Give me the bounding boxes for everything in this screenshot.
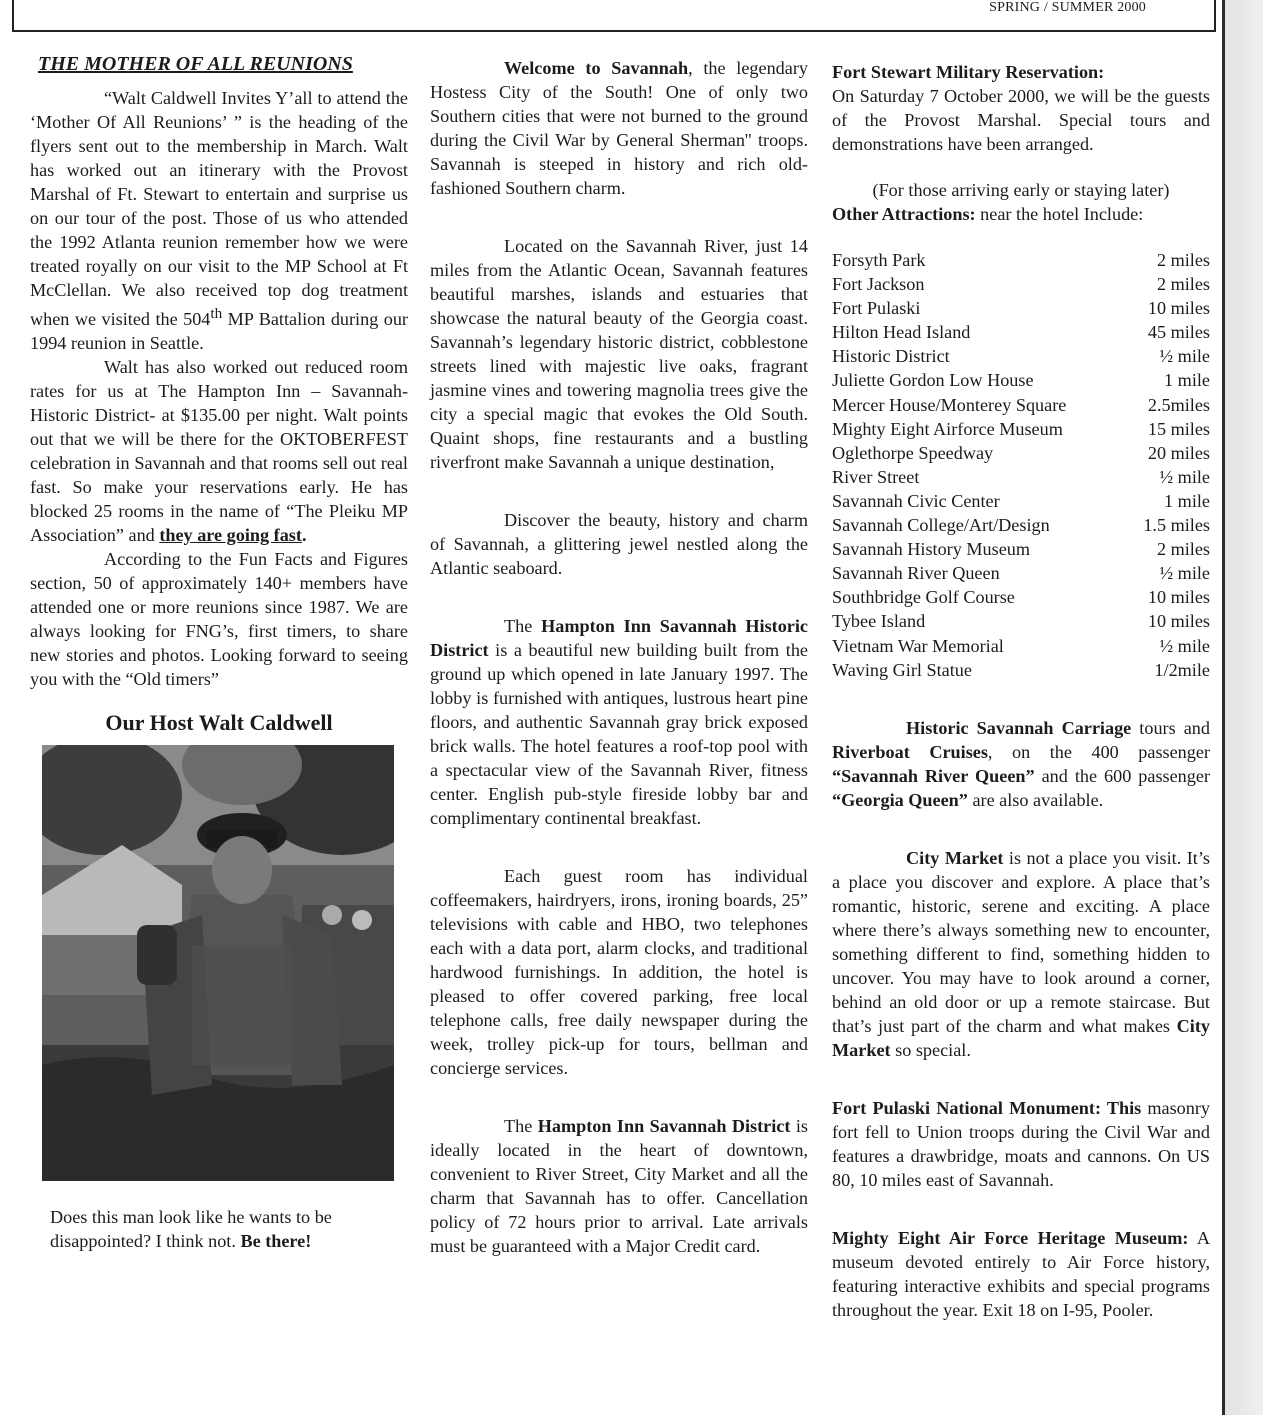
emphasis-text: Riverboat Cruises bbox=[832, 741, 988, 762]
emphasis-text: City Market bbox=[906, 847, 1004, 868]
emphasis-text: “Georgia Queen” bbox=[832, 789, 968, 810]
attraction-name: Mighty Eight Airforce Museum bbox=[832, 418, 1063, 439]
section-title: Fort Stewart Military Reservation: bbox=[832, 62, 1105, 82]
paragraph-text: masonry fort fell to Union troops during the Civil War and features a drawbridge, moats and cannons. On US 80, 10 miles east of Savannah. bbox=[832, 1097, 1210, 1190]
attraction-distance: 20 miles bbox=[1147, 442, 1210, 463]
emphasis-text: City Market bbox=[832, 1015, 1210, 1060]
paragraph-text: is a beautiful new building built from the ground up which opened in late January 1997. The lobby is furnished with antiques, lustrous heart pine floors, and authentic Savannah gray brick exposed brick walls. The hotel features a roof-top pool with a spectacular view of the Savannah River, fitness center. English pub-style fireside lobby bar and complimentary continental breakfast. bbox=[430, 640, 808, 828]
paragraph-text: . bbox=[301, 525, 307, 546]
host-photo bbox=[42, 745, 394, 1181]
attraction-name: Hilton Head Island bbox=[832, 322, 971, 343]
fort-pulaski-paragraph bbox=[832, 1096, 1210, 1192]
attraction-row bbox=[832, 296, 1210, 320]
attraction-distance: ½ mile bbox=[1159, 466, 1210, 487]
attraction-distance: 2 miles bbox=[1156, 274, 1210, 295]
page-gutter bbox=[1222, 0, 1263, 1415]
other-attractions-heading bbox=[832, 202, 1210, 226]
attraction-row bbox=[832, 609, 1210, 633]
hotel-name: Hampton Inn Savannah Historic District bbox=[430, 616, 808, 660]
section-title: Fort Pulaski National Monument: This bbox=[832, 1097, 1142, 1118]
paragraph-text: The bbox=[504, 1116, 538, 1136]
paragraph bbox=[30, 355, 408, 547]
attraction-distance: 1.5 miles bbox=[1143, 515, 1210, 536]
attraction-name: Fort Jackson bbox=[832, 274, 925, 295]
paragraph bbox=[430, 1114, 808, 1258]
attraction-name: River Street bbox=[832, 466, 920, 487]
attractions-list bbox=[832, 248, 1210, 682]
attraction-distance: 1 mile bbox=[1164, 490, 1210, 511]
paragraph-text: , the legendary Hostess City of the South! One of only two Southern cities that were not burned to the ground during the Civil War by General Sherman'' troops. Savannah is steeped in history and rich old-fashioned Southern charm. bbox=[430, 58, 808, 198]
paragraph-text: and the 600 passenger bbox=[1034, 765, 1210, 786]
paragraph-text: Walt has also worked out reduced room rates for us at The Hampton Inn – Savannah- Historic District- at $135.00 per night. Walt points out that we will be there for the OKTOBERFEST celebration in Savannah and that rooms sell out real fast. So make your reservations early. He has blocked 25 rooms in the name of “The Pleiku MP Association” and bbox=[30, 357, 408, 546]
early-arrival-note: (For those arriving early or staying later) bbox=[872, 180, 1170, 200]
section-title: Mighty Eight Air Force Heritage Museum: bbox=[832, 1227, 1189, 1248]
mighty-eight-paragraph bbox=[832, 1226, 1210, 1322]
attraction-name: Mercer House/Monterey Square bbox=[832, 394, 1067, 415]
attraction-distance: 2 miles bbox=[1156, 539, 1210, 560]
attraction-name: Savannah College/Art/Design bbox=[832, 515, 1050, 536]
attraction-name: Forsyth Park bbox=[832, 250, 926, 270]
attraction-name: Southbridge Golf Course bbox=[832, 587, 1015, 608]
lead-in: Welcome to Savannah bbox=[504, 58, 689, 78]
attraction-row bbox=[832, 320, 1210, 344]
section-title: Other Attractions: bbox=[832, 204, 976, 224]
attraction-distance: 10 miles bbox=[1147, 611, 1210, 632]
paragraph-text: tours and bbox=[1131, 717, 1210, 738]
photo-caption bbox=[30, 1205, 408, 1253]
column-left bbox=[30, 52, 408, 1253]
emphasis-text: Historic Savannah Carriage bbox=[906, 717, 1132, 738]
photo-heading: Our Host Walt Caldwell bbox=[105, 710, 333, 736]
attraction-distance: 10 miles bbox=[1147, 298, 1210, 319]
attraction-distance: 2 miles bbox=[1156, 250, 1210, 270]
paragraph-text: MP Battalion during our 1994 reunion in Seattle. bbox=[30, 309, 408, 354]
hotel-name: Hampton Inn Savannah District bbox=[537, 1116, 791, 1136]
city-market-paragraph bbox=[832, 846, 1210, 1062]
attraction-row bbox=[832, 489, 1210, 513]
tours-paragraph bbox=[832, 716, 1210, 812]
attraction-name: Historic District bbox=[832, 346, 950, 367]
attraction-distance: 1 mile bbox=[1164, 370, 1210, 391]
column-middle bbox=[430, 56, 808, 1258]
masthead-box bbox=[12, 0, 1216, 32]
superscript: th bbox=[210, 305, 223, 322]
caption-emphasis: Be there! bbox=[240, 1231, 312, 1252]
paragraph-text: “Walt Caldwell Invites Y’all to attend the ‘Mother Of All Reunions’ ” is the heading of the flyers sent out to the membership in March. Walt has worked out an itinerary with the Provost Marshal of Ft. Stewart to entertain and surprise us on our tour of the post. Those of us who attended the 1992 Atlanta reunion remember how we were treated royally on our visit to the MP School at Ft McClellan. We also received top dog treatment when we visited the 504 bbox=[30, 88, 408, 330]
paragraph bbox=[30, 86, 408, 355]
attraction-row bbox=[832, 634, 1210, 658]
attraction-name: Savannah History Museum bbox=[832, 539, 1031, 560]
attraction-distance: 45 miles bbox=[1147, 322, 1210, 343]
attraction-row bbox=[832, 513, 1210, 537]
paragraph: Located on the Savannah River, just 14 miles from the Atlantic Ocean, Savannah features beautiful marshes, islands and estuaries that showcase the natural beauty of the Georgia coast. Savannah’s legendary historic district, cobblestone streets lined with majestic live oaks, fragrant jasmine vines and towering magnolia trees give the city a special magic that evokes the Old South. Quaint shops, fine restaurants and a bustling riverfront make Savannah a unique destination, bbox=[430, 236, 808, 472]
column-right bbox=[832, 60, 1210, 1322]
paragraph-text: The bbox=[504, 616, 542, 636]
attraction-distance: 1/2mile bbox=[1154, 659, 1210, 680]
attraction-row bbox=[832, 344, 1210, 368]
attraction-row bbox=[832, 248, 1210, 272]
paragraph-text: A museum devoted entirely to Air Force history, featuring interactive exhibits and special programs throughout the year. Exit 18 on I-95, Pooler. bbox=[832, 1227, 1210, 1320]
attraction-row bbox=[832, 441, 1210, 465]
attraction-name: Savannah Civic Center bbox=[832, 490, 1000, 511]
paragraph-text: near the hotel Include: bbox=[975, 204, 1144, 224]
paragraph-text: On Saturday 7 October 2000, we will be the guests of the Provost Marshal. Special tours and demonstrations have been arranged. bbox=[832, 86, 1210, 154]
paragraph bbox=[430, 614, 808, 830]
paragraph: Each guest room has individual coffeemakers, hairdryers, irons, ironing boards, 25” televisions with cable and HBO, two telephones each with a data port, alarm clocks, and traditional hardwood furnishings. In addition, the hotel is pleased to offer covered parking, free local telephone calls, free daily newspaper during the week, trolley pick-up for tours, bellman and concierge services. bbox=[430, 866, 808, 1078]
attraction-distance: ½ mile bbox=[1159, 346, 1210, 367]
paragraph: Discover the beauty, history and charm of Savannah, a glittering jewel nestled along the Atlantic seaboard. bbox=[430, 510, 808, 578]
emphasis-text: they are going fast bbox=[159, 525, 302, 546]
paragraph-text: is not a place you visit. It’s a place you discover and explore. A place that’s romantic, historic, serene and exciting. A place where there’s always something new to encounter, something different to find, something hidden to uncover. You may have to look around a corner, behind an old door or up a remote staircase. But that’s just part of the charm and what makes bbox=[832, 847, 1210, 1036]
caption-text: Does this man look like he wants to be disappointed? I think not. bbox=[50, 1207, 332, 1252]
attraction-distance: 15 miles bbox=[1147, 418, 1210, 439]
paragraph-text: are also available. bbox=[967, 789, 1104, 810]
attraction-distance: ½ mile bbox=[1159, 635, 1210, 656]
paragraph-text: , on the 400 passenger bbox=[987, 741, 1210, 762]
attraction-distance: ½ mile bbox=[1159, 563, 1210, 584]
attraction-row bbox=[832, 561, 1210, 585]
attraction-name: Waving Girl Statue bbox=[832, 659, 972, 680]
attraction-distance: 2.5miles bbox=[1147, 394, 1210, 415]
attraction-row bbox=[832, 368, 1210, 392]
attraction-distance: 10 miles bbox=[1147, 587, 1210, 608]
paragraph bbox=[430, 56, 808, 200]
issue-label: SPRING / SUMMER 2000 bbox=[989, 0, 1146, 15]
attraction-row bbox=[832, 658, 1210, 682]
attraction-name: Tybee Island bbox=[832, 611, 926, 632]
fort-stewart-section bbox=[832, 60, 1210, 156]
attraction-name: Fort Pulaski bbox=[832, 298, 921, 319]
attraction-row bbox=[832, 393, 1210, 417]
paragraph-text: is ideally located in the heart of downtown, convenient to River Street, City Market and all the charm that Savannah has to offer. Cancellation policy of 72 hours prior to arrival. Late arrivals must be guaranteed with a Major Credit card. bbox=[430, 1116, 808, 1256]
attraction-name: Savannah River Queen bbox=[832, 563, 1000, 584]
attraction-row bbox=[832, 465, 1210, 489]
attraction-name: Oglethorpe Speedway bbox=[832, 442, 994, 463]
emphasis-text: “Savannah River Queen” bbox=[832, 765, 1035, 786]
paragraph: According to the Fun Facts and Figures section, 50 of approximately 140+ members have attended one or more reunions since 1987. We are always looking for FNG’s, first timers, to share new stories and photos. Looking forward to seeing you with the “Old timers” bbox=[30, 549, 408, 690]
attraction-row bbox=[832, 272, 1210, 296]
attraction-row bbox=[832, 417, 1210, 441]
attraction-row bbox=[832, 585, 1210, 609]
attraction-row bbox=[832, 537, 1210, 561]
attraction-name: Juliette Gordon Low House bbox=[832, 370, 1034, 391]
attraction-name: Vietnam War Memorial bbox=[832, 635, 1004, 656]
article-headline: THE MOTHER OF ALL REUNIONS bbox=[38, 53, 353, 75]
paragraph-text: so special. bbox=[890, 1039, 971, 1060]
